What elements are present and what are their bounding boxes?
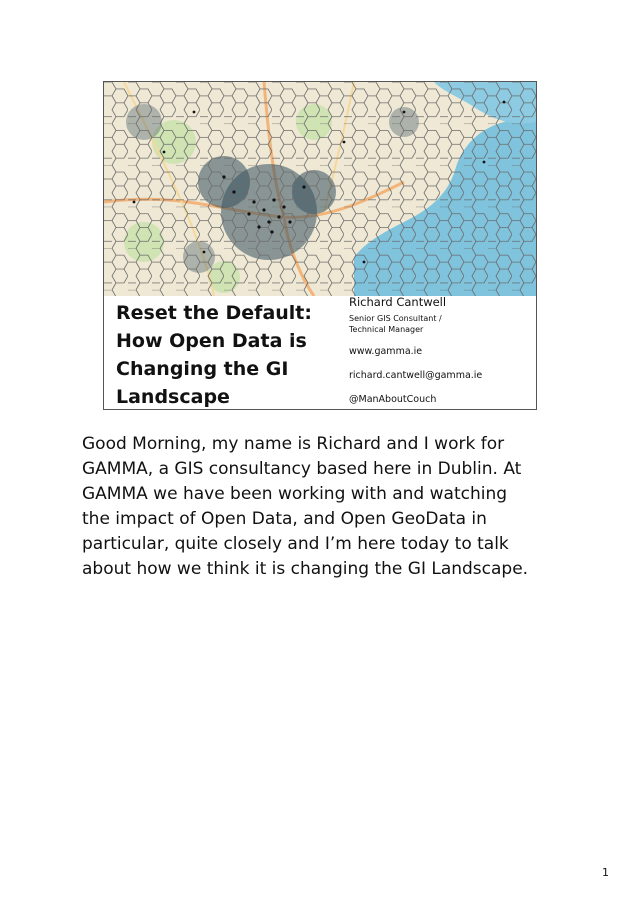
map-hexbin-image (104, 82, 536, 296)
presenter-name: Richard Cantwell (349, 295, 447, 309)
presenter-role (349, 313, 534, 335)
notes-line: the impact of Open Data, and Open GeoData in (82, 509, 487, 529)
slide-title-line: Changing the GI (116, 358, 289, 380)
presenter-role-line: Technical Manager (349, 325, 424, 334)
notes-line: GAMMA, a GIS consultancy based here in Dublin. At (82, 459, 522, 479)
slide-title-line: How Open Data is (116, 330, 307, 352)
slide-title-line: Reset the Default: (116, 302, 312, 324)
notes-line: about how we think it is changing the GI Landscape. (82, 559, 529, 579)
speaker-notes (82, 432, 582, 582)
slide-title (116, 299, 336, 410)
slide-title-line: Landscape (116, 386, 230, 408)
twitter-handle: @ManAboutCouch (349, 394, 437, 405)
presenter-role-line: Senior GIS Consultant / (349, 314, 442, 323)
notes-line: particular, quite closely and I’m here today to talk (82, 534, 509, 554)
page-number: 1 (602, 866, 609, 879)
notes-line: Good Morning, my name is Richard and I work for (82, 434, 505, 454)
email-text: richard.cantwell@gamma.ie (349, 370, 483, 381)
contact-block (349, 292, 534, 405)
slide-thumbnail (103, 81, 537, 410)
website-text: www.gamma.ie (349, 346, 423, 357)
notes-line: GAMMA we have been working with and watching (82, 484, 508, 504)
